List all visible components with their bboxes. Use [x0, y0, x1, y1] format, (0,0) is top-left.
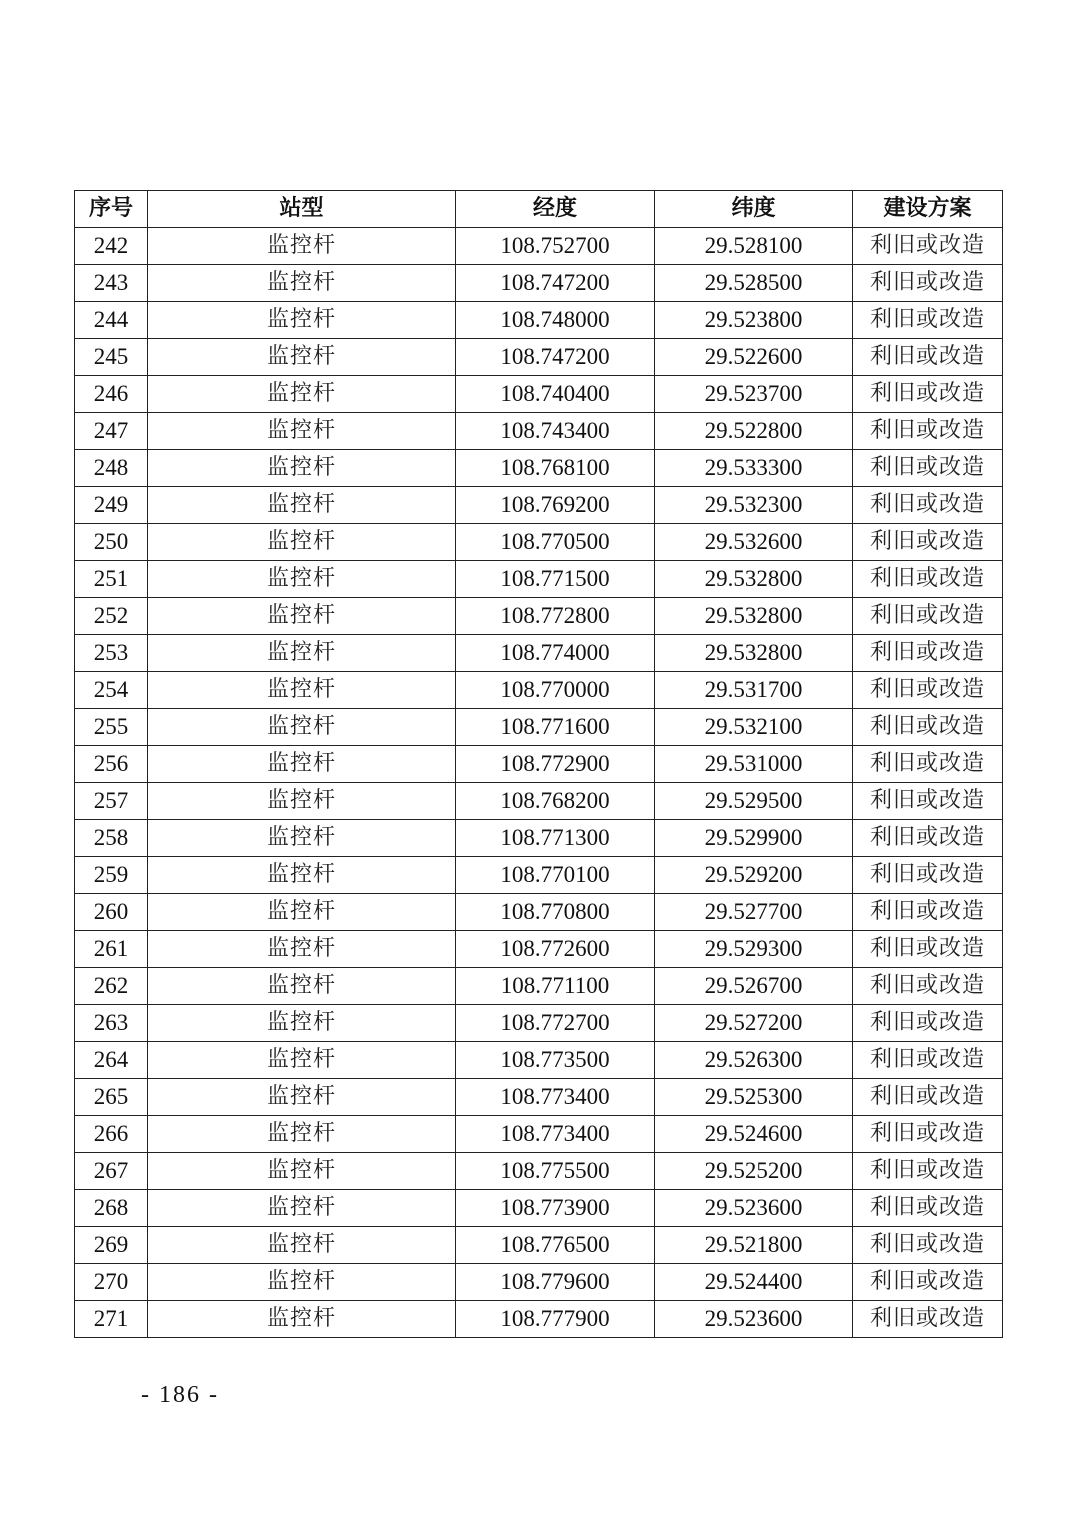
cell-construction-plan: 利旧或改造	[853, 339, 1003, 376]
cell-latitude: 29.529900	[655, 820, 853, 857]
table-row	[75, 376, 1003, 413]
cell-index: 263	[75, 1005, 148, 1042]
cell-latitude: 29.522600	[655, 339, 853, 376]
cell-construction-plan: 利旧或改造	[853, 1116, 1003, 1153]
table-row	[75, 820, 1003, 857]
cell-longitude: 108.773500	[456, 1042, 655, 1079]
cell-latitude: 29.529300	[655, 931, 853, 968]
cell-index: 247	[75, 413, 148, 450]
cell-station-type: 监控杆	[148, 487, 456, 524]
cell-station-type: 监控杆	[148, 672, 456, 709]
cell-latitude: 29.529500	[655, 783, 853, 820]
cell-longitude: 108.743400	[456, 413, 655, 450]
cell-construction-plan: 利旧或改造	[853, 302, 1003, 339]
cell-longitude: 108.772600	[456, 931, 655, 968]
cell-latitude: 29.524400	[655, 1264, 853, 1301]
cell-longitude: 108.772800	[456, 598, 655, 635]
cell-index: 261	[75, 931, 148, 968]
cell-station-type: 监控杆	[148, 783, 456, 820]
cell-longitude: 108.770800	[456, 894, 655, 931]
cell-construction-plan: 利旧或改造	[853, 450, 1003, 487]
cell-index: 249	[75, 487, 148, 524]
cell-construction-plan: 利旧或改造	[853, 709, 1003, 746]
cell-construction-plan: 利旧或改造	[853, 820, 1003, 857]
table-row	[75, 1116, 1003, 1153]
cell-construction-plan: 利旧或改造	[853, 968, 1003, 1005]
table-row	[75, 302, 1003, 339]
table-row	[75, 857, 1003, 894]
station-table	[74, 190, 1003, 1338]
cell-latitude: 29.532100	[655, 709, 853, 746]
cell-index: 260	[75, 894, 148, 931]
cell-longitude: 108.768100	[456, 450, 655, 487]
table-row	[75, 783, 1003, 820]
cell-index: 244	[75, 302, 148, 339]
cell-index: 262	[75, 968, 148, 1005]
cell-latitude: 29.529200	[655, 857, 853, 894]
cell-station-type: 监控杆	[148, 561, 456, 598]
cell-station-type: 监控杆	[148, 1190, 456, 1227]
cell-latitude: 29.522800	[655, 413, 853, 450]
cell-construction-plan: 利旧或改造	[853, 857, 1003, 894]
cell-latitude: 29.532800	[655, 635, 853, 672]
table-row	[75, 265, 1003, 302]
table-row	[75, 635, 1003, 672]
cell-index: 255	[75, 709, 148, 746]
cell-longitude: 108.770000	[456, 672, 655, 709]
cell-longitude: 108.777900	[456, 1301, 655, 1338]
cell-construction-plan: 利旧或改造	[853, 1190, 1003, 1227]
cell-station-type: 监控杆	[148, 450, 456, 487]
header-row	[75, 191, 1003, 228]
cell-index: 268	[75, 1190, 148, 1227]
cell-station-type: 监控杆	[148, 857, 456, 894]
cell-longitude: 108.773900	[456, 1190, 655, 1227]
table-row	[75, 1079, 1003, 1116]
table-body	[75, 228, 1003, 1338]
table-row	[75, 968, 1003, 1005]
table-row	[75, 339, 1003, 376]
cell-index: 258	[75, 820, 148, 857]
cell-index: 250	[75, 524, 148, 561]
cell-construction-plan: 利旧或改造	[853, 635, 1003, 672]
cell-index: 245	[75, 339, 148, 376]
table-row	[75, 228, 1003, 265]
cell-latitude: 29.531000	[655, 746, 853, 783]
cell-station-type: 监控杆	[148, 1005, 456, 1042]
cell-longitude: 108.747200	[456, 265, 655, 302]
cell-construction-plan: 利旧或改造	[853, 1042, 1003, 1079]
cell-station-type: 监控杆	[148, 931, 456, 968]
cell-longitude: 108.771500	[456, 561, 655, 598]
cell-station-type: 监控杆	[148, 1227, 456, 1264]
cell-latitude: 29.527200	[655, 1005, 853, 1042]
page-number: - 186 -	[141, 1382, 219, 1408]
cell-station-type: 监控杆	[148, 1153, 456, 1190]
cell-longitude: 108.774000	[456, 635, 655, 672]
cell-construction-plan: 利旧或改造	[853, 1264, 1003, 1301]
table-row	[75, 1264, 1003, 1301]
table-row	[75, 450, 1003, 487]
cell-index: 253	[75, 635, 148, 672]
cell-latitude: 29.524600	[655, 1116, 853, 1153]
cell-longitude: 108.769200	[456, 487, 655, 524]
header-index: 序号	[75, 191, 148, 228]
table-row	[75, 1153, 1003, 1190]
cell-station-type: 监控杆	[148, 228, 456, 265]
cell-station-type: 监控杆	[148, 1301, 456, 1338]
cell-longitude: 108.771300	[456, 820, 655, 857]
cell-construction-plan: 利旧或改造	[853, 1005, 1003, 1042]
table-row	[75, 1227, 1003, 1264]
cell-latitude: 29.532800	[655, 598, 853, 635]
cell-station-type: 监控杆	[148, 746, 456, 783]
cell-construction-plan: 利旧或改造	[853, 894, 1003, 931]
cell-longitude: 108.770100	[456, 857, 655, 894]
table-row	[75, 746, 1003, 783]
table-header	[75, 191, 1003, 228]
cell-latitude: 29.531700	[655, 672, 853, 709]
cell-latitude: 29.523600	[655, 1190, 853, 1227]
header-station-type: 站型	[148, 191, 456, 228]
cell-index: 242	[75, 228, 148, 265]
cell-longitude: 108.748000	[456, 302, 655, 339]
cell-index: 267	[75, 1153, 148, 1190]
cell-construction-plan: 利旧或改造	[853, 1227, 1003, 1264]
cell-longitude: 108.776500	[456, 1227, 655, 1264]
cell-construction-plan: 利旧或改造	[853, 524, 1003, 561]
cell-longitude: 108.770500	[456, 524, 655, 561]
cell-latitude: 29.525200	[655, 1153, 853, 1190]
cell-station-type: 监控杆	[148, 265, 456, 302]
cell-construction-plan: 利旧或改造	[853, 1153, 1003, 1190]
cell-index: 265	[75, 1079, 148, 1116]
cell-construction-plan: 利旧或改造	[853, 1301, 1003, 1338]
table-row	[75, 561, 1003, 598]
cell-latitude: 29.525300	[655, 1079, 853, 1116]
cell-construction-plan: 利旧或改造	[853, 376, 1003, 413]
header-longitude: 经度	[456, 191, 655, 228]
table-row	[75, 1005, 1003, 1042]
table-row	[75, 1301, 1003, 1338]
cell-latitude: 29.526300	[655, 1042, 853, 1079]
cell-latitude: 29.527700	[655, 894, 853, 931]
cell-construction-plan: 利旧或改造	[853, 228, 1003, 265]
cell-station-type: 监控杆	[148, 894, 456, 931]
cell-longitude: 108.773400	[456, 1116, 655, 1153]
table-row	[75, 672, 1003, 709]
cell-station-type: 监控杆	[148, 376, 456, 413]
cell-latitude: 29.523600	[655, 1301, 853, 1338]
cell-station-type: 监控杆	[148, 1042, 456, 1079]
cell-index: 256	[75, 746, 148, 783]
cell-station-type: 监控杆	[148, 598, 456, 635]
cell-longitude: 108.773400	[456, 1079, 655, 1116]
cell-construction-plan: 利旧或改造	[853, 561, 1003, 598]
cell-index: 252	[75, 598, 148, 635]
cell-construction-plan: 利旧或改造	[853, 265, 1003, 302]
cell-index: 246	[75, 376, 148, 413]
cell-construction-plan: 利旧或改造	[853, 413, 1003, 450]
table-row	[75, 931, 1003, 968]
cell-index: 270	[75, 1264, 148, 1301]
cell-longitude: 108.775500	[456, 1153, 655, 1190]
cell-latitude: 29.521800	[655, 1227, 853, 1264]
cell-index: 254	[75, 672, 148, 709]
cell-construction-plan: 利旧或改造	[853, 487, 1003, 524]
cell-latitude: 29.532300	[655, 487, 853, 524]
cell-station-type: 监控杆	[148, 635, 456, 672]
cell-latitude: 29.533300	[655, 450, 853, 487]
table-row	[75, 413, 1003, 450]
cell-longitude: 108.771600	[456, 709, 655, 746]
table-row	[75, 709, 1003, 746]
cell-station-type: 监控杆	[148, 1116, 456, 1153]
cell-index: 259	[75, 857, 148, 894]
cell-station-type: 监控杆	[148, 1079, 456, 1116]
cell-index: 257	[75, 783, 148, 820]
table-row	[75, 598, 1003, 635]
table-row	[75, 894, 1003, 931]
cell-latitude: 29.523800	[655, 302, 853, 339]
cell-longitude: 108.747200	[456, 339, 655, 376]
cell-latitude: 29.526700	[655, 968, 853, 1005]
cell-index: 251	[75, 561, 148, 598]
cell-longitude: 108.772700	[456, 1005, 655, 1042]
cell-longitude: 108.740400	[456, 376, 655, 413]
header-latitude: 纬度	[655, 191, 853, 228]
cell-construction-plan: 利旧或改造	[853, 746, 1003, 783]
cell-index: 248	[75, 450, 148, 487]
cell-index: 266	[75, 1116, 148, 1153]
table-row	[75, 1042, 1003, 1079]
cell-latitude: 29.532600	[655, 524, 853, 561]
cell-index: 271	[75, 1301, 148, 1338]
cell-station-type: 监控杆	[148, 302, 456, 339]
cell-station-type: 监控杆	[148, 339, 456, 376]
cell-station-type: 监控杆	[148, 413, 456, 450]
cell-longitude: 108.772900	[456, 746, 655, 783]
cell-longitude: 108.752700	[456, 228, 655, 265]
cell-latitude: 29.528500	[655, 265, 853, 302]
cell-index: 269	[75, 1227, 148, 1264]
cell-station-type: 监控杆	[148, 820, 456, 857]
cell-index: 243	[75, 265, 148, 302]
cell-latitude: 29.523700	[655, 376, 853, 413]
cell-longitude: 108.779600	[456, 1264, 655, 1301]
header-construction-plan: 建设方案	[853, 191, 1003, 228]
cell-longitude: 108.768200	[456, 783, 655, 820]
cell-construction-plan: 利旧或改造	[853, 1079, 1003, 1116]
table-row	[75, 524, 1003, 561]
cell-construction-plan: 利旧或改造	[853, 672, 1003, 709]
cell-station-type: 监控杆	[148, 968, 456, 1005]
cell-construction-plan: 利旧或改造	[853, 783, 1003, 820]
cell-construction-plan: 利旧或改造	[853, 598, 1003, 635]
cell-latitude: 29.528100	[655, 228, 853, 265]
table-row	[75, 487, 1003, 524]
table-row	[75, 1190, 1003, 1227]
cell-station-type: 监控杆	[148, 524, 456, 561]
cell-station-type: 监控杆	[148, 709, 456, 746]
cell-longitude: 108.771100	[456, 968, 655, 1005]
cell-construction-plan: 利旧或改造	[853, 931, 1003, 968]
cell-latitude: 29.532800	[655, 561, 853, 598]
cell-index: 264	[75, 1042, 148, 1079]
cell-station-type: 监控杆	[148, 1264, 456, 1301]
